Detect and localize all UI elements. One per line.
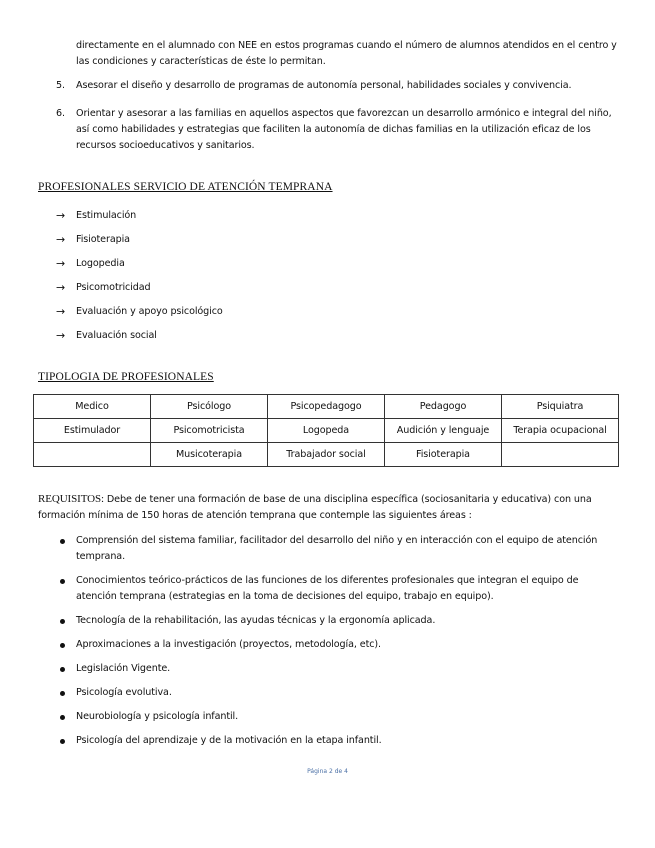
bullet-icon bbox=[60, 739, 65, 744]
heading-tipologia: TIPOLOGIA DE PROFESIONALES bbox=[38, 371, 214, 383]
list-item bbox=[58, 709, 618, 725]
item-label: Fisioterapia bbox=[76, 234, 130, 245]
list-item-6 bbox=[56, 106, 626, 154]
table-row bbox=[34, 443, 619, 467]
item-label: Psicomotricidad bbox=[76, 282, 151, 293]
bullet-text: Legislación Vigente. bbox=[76, 663, 171, 674]
table-cell: Medico bbox=[34, 395, 151, 419]
bullet-icon bbox=[60, 715, 65, 720]
table-cell: Psiquiatra bbox=[502, 395, 619, 419]
bullet-text: Conocimientos teórico-prácticos de las funciones de los diferentes profesionales que integran el equipo de atención temprana (estrategias en la toma de decisiones del equipo, trabajo en equipo). bbox=[76, 575, 579, 602]
table-cell: Psicomotricista bbox=[151, 419, 268, 443]
bullet-text: Psicología del aprendizaje y de la motivación en la etapa infantil. bbox=[76, 735, 382, 746]
arrow-icon: → bbox=[56, 257, 66, 270]
list-item-5 bbox=[56, 78, 626, 94]
page-footer: Página 2 de 4 bbox=[307, 768, 348, 775]
requisitos-bullets bbox=[58, 533, 618, 757]
list-item bbox=[58, 637, 618, 653]
list-number: 6. bbox=[56, 108, 65, 119]
list-text: Orientar y asesorar a las familias en aquellos aspectos que favorezcan un desarrollo armónico e integral del niño, así como habilidades y estrategias que faciliten la autonomía de dichas familias en la utilización eficaz de los recursos socioeducativos y sanitarios. bbox=[76, 108, 612, 151]
list-number: 5. bbox=[56, 80, 65, 91]
list-item bbox=[56, 228, 223, 252]
list-item bbox=[58, 573, 618, 605]
table-cell: Psicopedagogo bbox=[268, 395, 385, 419]
profesionales-list bbox=[56, 204, 223, 348]
table-cell: Pedagogo bbox=[385, 395, 502, 419]
table-cell: Musicoterapia bbox=[151, 443, 268, 467]
bullet-text: Comprensión del sistema familiar, facilitador del desarrollo del niño y en interacción con el equipo de atención temprana. bbox=[76, 535, 598, 562]
table-cell: Trabajador social bbox=[268, 443, 385, 467]
requisitos-text: Debe de tener una formación de base de una disciplina específica (sociosanitaria y educativa) con una formación mínima de 150 horas de atención temprana que contemple las siguientes áreas : bbox=[38, 494, 592, 521]
continuation-paragraph: directamente en el alumnado con NEE en estos programas cuando el número de alumnos atendidos en el centro y las condiciones y características de éste lo permitan. bbox=[76, 40, 617, 67]
table-row bbox=[34, 395, 619, 419]
table-cell: Audición y lenguaje bbox=[385, 419, 502, 443]
item-label: Logopedia bbox=[76, 258, 125, 269]
numbered-list bbox=[56, 78, 626, 154]
list-item bbox=[56, 276, 223, 300]
table-cell: Psicólogo bbox=[151, 395, 268, 419]
table-cell: Logopeda bbox=[268, 419, 385, 443]
arrow-icon: → bbox=[56, 305, 66, 318]
table-cell bbox=[502, 443, 619, 467]
arrow-icon: → bbox=[56, 281, 66, 294]
list-item bbox=[56, 324, 223, 348]
item-label: Estimulación bbox=[76, 210, 137, 221]
table-cell bbox=[34, 443, 151, 467]
bullet-icon bbox=[60, 643, 65, 648]
arrow-icon: → bbox=[56, 233, 66, 246]
bullet-icon bbox=[60, 539, 65, 544]
bullet-icon bbox=[60, 579, 65, 584]
requisitos-label: REQUISITOS: bbox=[38, 493, 104, 505]
list-item bbox=[58, 613, 618, 629]
bullet-icon bbox=[60, 691, 65, 696]
table-cell: Fisioterapia bbox=[385, 443, 502, 467]
bullet-text: Aproximaciones a la investigación (proyectos, metodología, etc). bbox=[76, 639, 382, 650]
list-item bbox=[58, 533, 618, 565]
bullet-text: Tecnología de la rehabilitación, las ayudas técnicas y la ergonomía aplicada. bbox=[76, 615, 436, 626]
bullet-icon bbox=[60, 619, 65, 624]
bullet-icon bbox=[60, 667, 65, 672]
list-item bbox=[58, 685, 618, 701]
list-item bbox=[56, 252, 223, 276]
arrow-icon: → bbox=[56, 209, 66, 222]
list-item bbox=[58, 661, 618, 677]
list-item bbox=[56, 204, 223, 228]
bullet-text: Psicología evolutiva. bbox=[76, 687, 172, 698]
table-row bbox=[34, 419, 619, 443]
list-item bbox=[56, 300, 223, 324]
table-cell: Estimulador bbox=[34, 419, 151, 443]
item-label: Evaluación social bbox=[76, 330, 157, 341]
tipologia-table bbox=[33, 394, 619, 467]
arrow-icon: → bbox=[56, 329, 66, 342]
list-text: Asesorar el diseño y desarrollo de programas de autonomía personal, habilidades sociales y convivencia. bbox=[76, 80, 572, 91]
bullet-text: Neurobiología y psicología infantil. bbox=[76, 711, 239, 722]
heading-profesionales: PROFESIONALES SERVICIO DE ATENCIÓN TEMPRANA bbox=[38, 181, 333, 193]
table-cell: Terapia ocupacional bbox=[502, 419, 619, 443]
requisitos-paragraph bbox=[38, 491, 618, 524]
list-item bbox=[58, 733, 618, 749]
item-label: Evaluación y apoyo psicológico bbox=[76, 306, 223, 317]
